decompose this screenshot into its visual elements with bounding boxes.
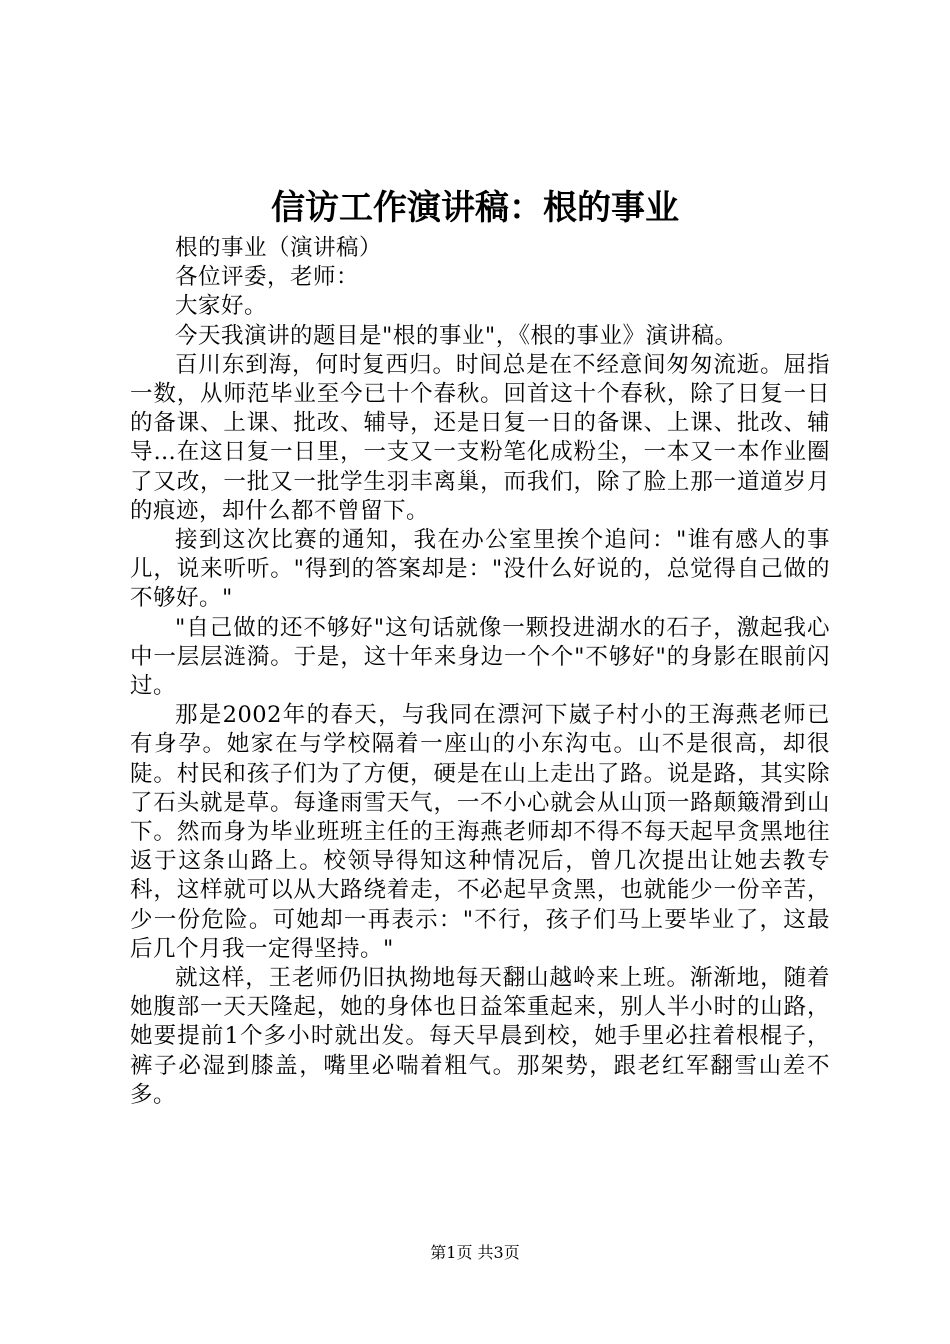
paragraph-greeting: 大家好。 <box>175 293 268 320</box>
paragraph: 就这样，王老师仍旧执拗地每天翻山越岭来上班。渐渐地，随着她腹部一天天隆起，她的身体也日益笨重起来，别人半小时的山路，她要提前1个多小时就出发。每天早晨到校，她手里必拄着根棍子，裤子必湿到膝盖，嘴里必喘着粗气。那架势，跟老红军翻雪山差不多。 <box>130 965 830 1108</box>
paragraph-subtitle: 根的事业（演讲稿） <box>175 235 383 261</box>
document-body <box>130 234 830 1110</box>
paragraph: 那是2002年的春天，与我同在漂河下崴子村小的王海燕老师已有身孕。她家在与学校隔着一座山的小东沟屯。山不是很高，却很陡。村民和孩子们为了方便，硬是在山上走出了路。说是路，其实除了石头就是草。每逢雨雪天气，一不小心就会从山顶一路颠簸滑到山下。然而身为毕业班班主任的王海燕老师却不得不每天起早贪黑地往返于这条山路上。校领导得知这种情况后，曾几次提出让她去教专科，这样就可以从大路绕着走，不必起早贪黑，也就能少一份辛苦，少一份危险。可她却一再表示："不行，孩子们马上要毕业了，这最后几个月我一定得坚持。" <box>130 702 830 962</box>
paragraph: 接到这次比赛的通知，我在办公室里挨个追问："谁有感人的事儿，说来听听。"得到的答案却是："没什么好说的，总觉得自己做的不够好。" <box>130 527 830 612</box>
paragraph: "自己做的还不够好"这句话就像一颗投进湖水的石子，激起我心中一层层涟漪。于是，这十年来身边一个个"不够好"的身影在眼前闪过。 <box>130 614 830 700</box>
paragraph: 百川东到海，何时复西归。时间总是在不经意间匆匆流逝。屈指一数，从师范毕业至今已十个春秋。回首这十个春秋，除了日复一日的备课、上课、批改、辅导，还是日复一日的备课、上课、批改、辅导…在这日复一日里，一支又一支粉笔化成粉尘，一本又一本作业圈了又改，一批又一批学生羽丰离巢，而我们，除了脸上那一道道岁月的痕迹，却什么都不曾留下。 <box>130 351 830 524</box>
page-number-footer: 第1页 共3页 <box>430 1243 520 1262</box>
document-title: 信访工作演讲稿：根的事业 <box>271 188 679 228</box>
paragraph-salutation: 各位评委，老师： <box>175 264 360 291</box>
paragraph-topic: 今天我演讲的题目是"根的事业"，《根的事业》演讲稿。 <box>175 322 738 349</box>
